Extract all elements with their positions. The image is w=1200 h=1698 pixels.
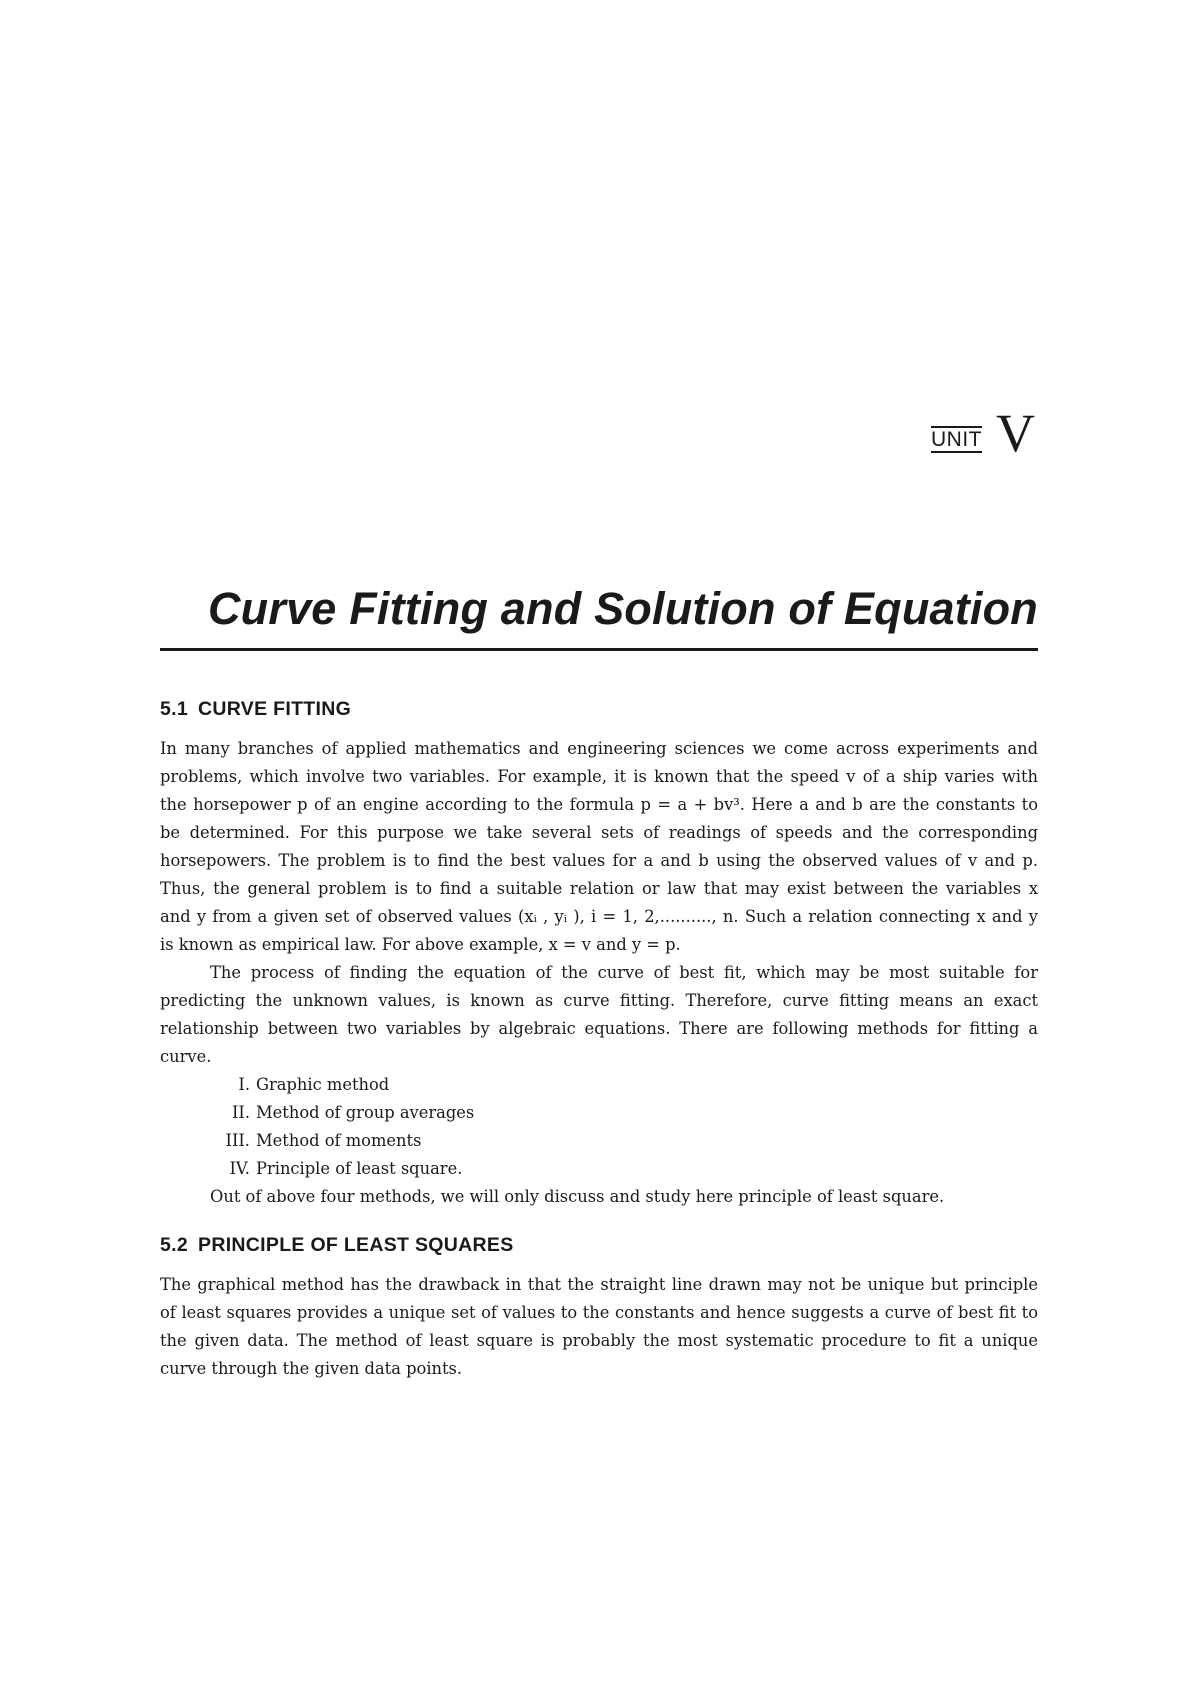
paragraph-least-squares <box>160 1271 1038 1383</box>
text-line: relationship between two variables by algebraic equations. There are following methods for fitting a <box>160 1019 1038 1038</box>
paragraph-curve-fitting-process <box>160 959 1038 1071</box>
list-numeral: III. <box>225 1131 250 1150</box>
list-numeral: II. <box>231 1103 250 1122</box>
text-line: predicting the unknown values, is known as curve fitting. Therefore, curve fitting means an exact <box>160 991 1038 1010</box>
text-line: the given data. The method of least square is probably the most systematic procedure to fit a unique <box>160 1331 1038 1350</box>
section-number: 5.2 <box>160 1234 189 1256</box>
text-line: and y from a given set of observed values (xᵢ , yᵢ ), i = 1, 2,.........., n. Such a relation connecting x and y <box>160 907 1038 926</box>
closing-sentence: Out of above four methods, we will only discuss and study here principle of least square. <box>210 1187 945 1206</box>
list-text: Graphic method <box>256 1075 390 1094</box>
section-heading-5-1 <box>160 696 351 722</box>
list-text: Principle of least square. <box>256 1159 463 1178</box>
text-line: curve. <box>160 1047 212 1066</box>
list-numeral: I. <box>238 1075 250 1094</box>
text-line: problems, which involve two variables. For example, it is known that the speed v of a ship varies with <box>160 767 1038 786</box>
list-item <box>160 1155 1038 1183</box>
section-heading-5-2 <box>160 1232 514 1258</box>
list-item <box>160 1099 1038 1127</box>
text-line: horsepowers. The problem is to find the best values for a and b using the observed values of v and p. <box>160 851 1038 870</box>
paragraph-curve-fitting-intro <box>160 735 1038 959</box>
chapter-title: Curve Fitting and Solution of Equation <box>207 583 1038 634</box>
unit-label: UNIT <box>931 428 982 451</box>
list-text: Method of moments <box>256 1131 422 1150</box>
unit-numeral: V <box>996 403 1035 463</box>
methods-list <box>160 1071 1038 1183</box>
text-line: the horsepower p of an engine according to the formula p = a + bv³. Here a and b are the constants to <box>160 795 1038 814</box>
text-line: Thus, the general problem is to find a suitable relation or law that may exist between the variables x <box>160 879 1038 898</box>
text-line: curve through the given data points. <box>160 1359 463 1378</box>
list-numeral: IV. <box>229 1159 250 1178</box>
list-text: Method of group averages <box>256 1103 475 1122</box>
text-line: of least squares provides a unique set of values to the constants and hence suggests a curve of best fit to <box>160 1303 1038 1322</box>
text-line: is known as empirical law. For above example, x = v and y = p. <box>160 935 681 954</box>
title-rule <box>160 648 1038 651</box>
section-number: 5.1 <box>160 698 189 720</box>
list-item <box>160 1071 1038 1099</box>
list-item <box>160 1127 1038 1155</box>
text-line: In many branches of applied mathematics and engineering sciences we come across experiments and <box>160 739 1038 758</box>
text-line: The process of finding the equation of the curve of best fit, which may be most suitable for <box>210 963 1038 982</box>
text-line: be determined. For this purpose we take several sets of readings of speeds and the corresponding <box>160 823 1038 842</box>
section-title: CURVE FITTING <box>198 698 352 720</box>
section-title: PRINCIPLE OF LEAST SQUARES <box>198 1234 514 1256</box>
text-line: The graphical method has the drawback in that the straight line drawn may not be unique but principle <box>160 1275 1038 1294</box>
